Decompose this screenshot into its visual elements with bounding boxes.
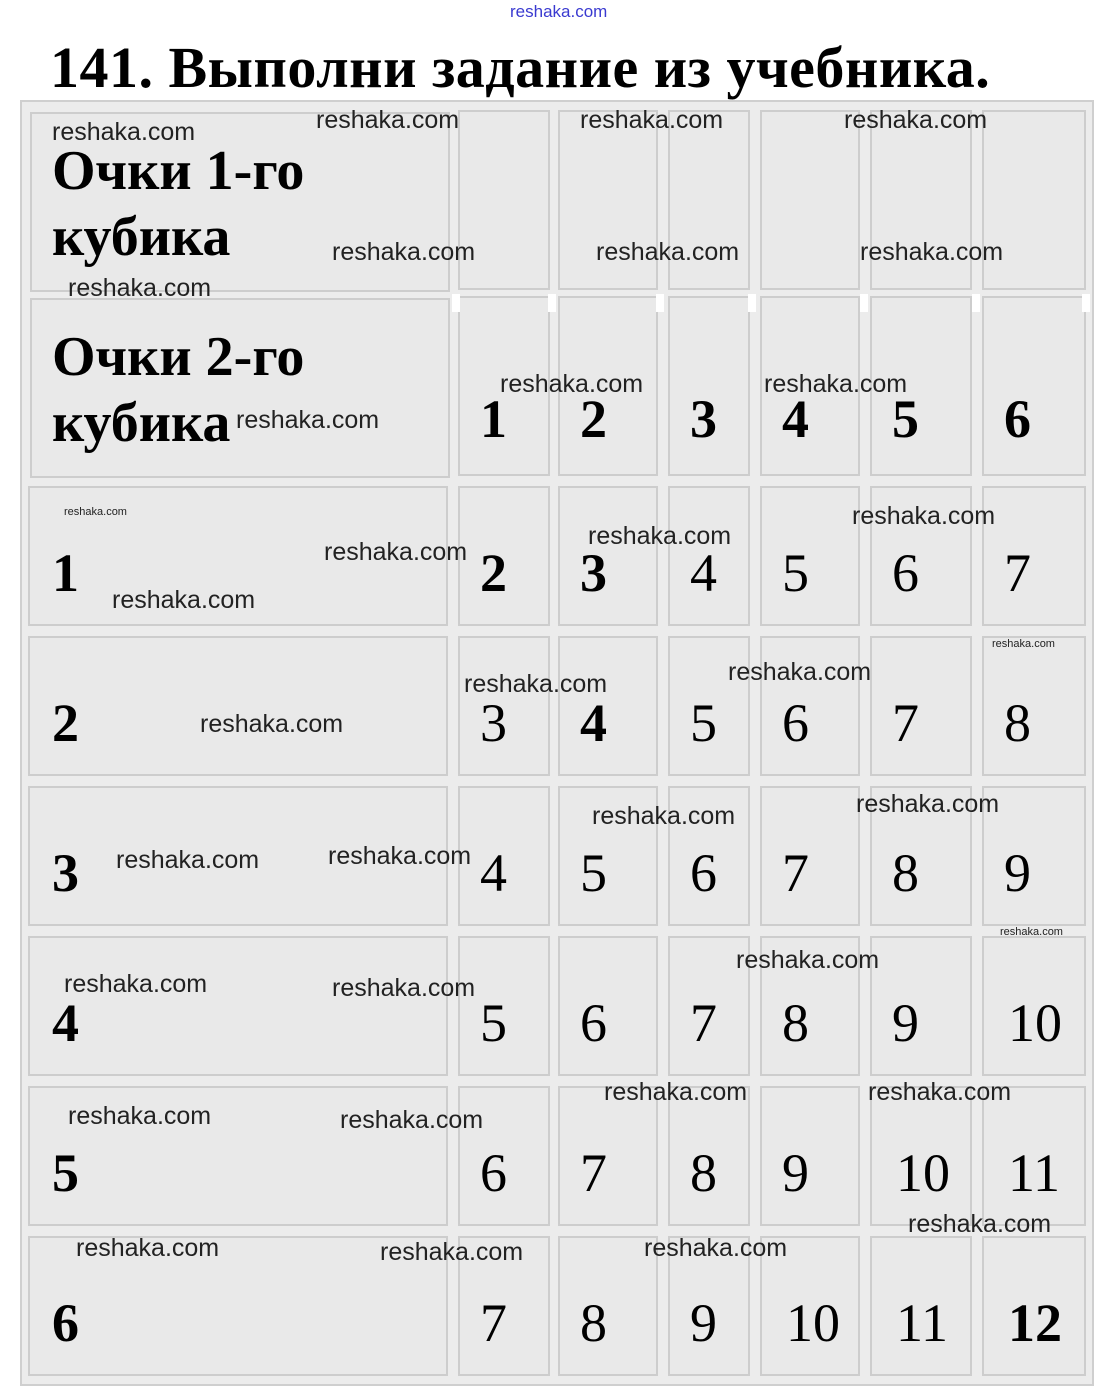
sum-value: 12: [1008, 1293, 1062, 1353]
sum-value: 11: [896, 1293, 948, 1353]
sum-value: 6: [892, 543, 919, 603]
sum-cell: [870, 636, 972, 776]
sum-value: 7: [580, 1143, 607, 1203]
reshaka-watermark: reshaka.com: [604, 1078, 748, 1106]
column-label-die2: 3: [690, 389, 717, 449]
sum-value: 7: [782, 843, 809, 903]
sum-value: 5: [782, 543, 809, 603]
sum-cell: [558, 936, 658, 1076]
sum-value: 5: [690, 693, 717, 753]
reshaka-watermark: reshaka.com: [464, 670, 608, 698]
sum-value: 9: [782, 1143, 809, 1203]
reshaka-watermark: reshaka.com: [116, 846, 260, 874]
second-die-label-line2: кубика: [52, 392, 231, 454]
reshaka-watermark: reshaka.com: [64, 506, 127, 518]
site-watermark-top: reshaka.com: [510, 2, 608, 21]
sum-value: 10: [786, 1293, 840, 1353]
reshaka-watermark: reshaka.com: [908, 1210, 1052, 1238]
reshaka-watermark: reshaka.com: [324, 538, 468, 566]
sum-value: 7: [892, 693, 919, 753]
reshaka-watermark: reshaka.com: [332, 238, 476, 266]
sum-cell: [558, 1236, 658, 1376]
reshaka-watermark: reshaka.com: [844, 106, 988, 134]
column-label-die2: 4: [782, 389, 809, 449]
reshaka-watermark: reshaka.com: [592, 802, 736, 830]
reshaka-watermark: reshaka.com: [588, 522, 732, 550]
row-label-die1: 4: [52, 993, 79, 1053]
column-header-cell: [668, 296, 750, 476]
header-divider-gap: [748, 294, 756, 312]
sum-value: 4: [480, 843, 507, 903]
sum-cell: [558, 486, 658, 626]
first-die-label-line1: Очки 1-го: [52, 140, 305, 202]
sum-cell: [760, 786, 860, 926]
column-label-die2: 6: [1004, 389, 1031, 449]
sum-cell: [760, 636, 860, 776]
reshaka-watermark: reshaka.com: [340, 1106, 484, 1134]
row-label-die1: 2: [52, 693, 79, 753]
header-divider-gap: [548, 294, 556, 312]
reshaka-watermark: reshaka.com: [64, 970, 208, 998]
sum-value: 5: [580, 843, 607, 903]
header-divider-gap: [1082, 294, 1090, 312]
reshaka-watermark: reshaka.com: [52, 118, 196, 146]
sum-value: 2: [480, 543, 507, 603]
reshaka-watermark: reshaka.com: [868, 1078, 1012, 1106]
reshaka-watermark: reshaka.com: [236, 406, 380, 434]
reshaka-watermark: reshaka.com: [328, 842, 472, 870]
sum-cell: [558, 1086, 658, 1226]
sum-value: 6: [580, 993, 607, 1053]
sum-value: 8: [690, 1143, 717, 1203]
reshaka-watermark: reshaka.com: [112, 586, 256, 614]
reshaka-watermark: reshaka.com: [68, 274, 212, 302]
reshaka-watermark: reshaka.com: [736, 946, 880, 974]
reshaka-watermark: reshaka.com: [860, 238, 1004, 266]
reshaka-watermark: reshaka.com: [200, 710, 344, 738]
reshaka-watermark: reshaka.com: [580, 106, 724, 134]
row-label-cell: [28, 636, 448, 776]
sum-value: 10: [896, 1143, 950, 1203]
sum-value: 8: [892, 843, 919, 903]
reshaka-watermark: reshaka.com: [380, 1238, 524, 1266]
sum-value: 8: [1004, 693, 1031, 753]
reshaka-watermark: reshaka.com: [332, 974, 476, 1002]
sum-cell: [760, 486, 860, 626]
column-label-die2: 5: [892, 389, 919, 449]
reshaka-watermark: reshaka.com: [596, 238, 740, 266]
sum-cell: [982, 486, 1086, 626]
reshaka-watermark: reshaka.com: [644, 1234, 788, 1262]
sum-value: 3: [480, 693, 507, 753]
reshaka-watermark: reshaka.com: [992, 638, 1055, 650]
header-divider-gap: [860, 294, 868, 312]
sum-value: 5: [480, 993, 507, 1053]
reshaka-watermark: reshaka.com: [856, 790, 1000, 818]
header-divider-gap: [656, 294, 664, 312]
page-title: 141. Выполни задание из учебника.: [50, 35, 991, 100]
sum-value: 3: [580, 543, 607, 603]
sum-cell: [760, 1086, 860, 1226]
sum-cell: [982, 636, 1086, 776]
reshaka-watermark: reshaka.com: [1000, 926, 1063, 938]
row-label-die1: 6: [52, 1293, 79, 1353]
sum-value: 7: [1004, 543, 1031, 603]
column-label-die2: 1: [480, 389, 507, 449]
sum-cell: [558, 636, 658, 776]
reshaka-watermark: reshaka.com: [728, 658, 872, 686]
sum-value: 7: [690, 993, 717, 1053]
header-empty-cell: [760, 110, 860, 290]
reshaka-watermark: reshaka.com: [68, 1102, 212, 1130]
row-label-die1: 3: [52, 843, 79, 903]
column-label-die2: 2: [580, 389, 607, 449]
sum-value: 6: [480, 1143, 507, 1203]
header-divider-gap: [972, 294, 980, 312]
sum-value: 8: [580, 1293, 607, 1353]
header-divider-gap: [452, 294, 460, 312]
reshaka-watermark: reshaka.com: [500, 370, 644, 398]
sum-value: 9: [1004, 843, 1031, 903]
sum-value: 10: [1008, 993, 1062, 1053]
sum-value: 6: [782, 693, 809, 753]
sum-value: 4: [580, 693, 607, 753]
sum-value: 6: [690, 843, 717, 903]
reshaka-watermark: reshaka.com: [852, 502, 996, 530]
first-die-label-line2: кубика: [52, 206, 231, 268]
row-label-die1: 5: [52, 1143, 79, 1203]
sum-value: 9: [892, 993, 919, 1053]
sum-cell: [870, 936, 972, 1076]
reshaka-watermark: reshaka.com: [76, 1234, 220, 1262]
reshaka-watermark: reshaka.com: [764, 370, 908, 398]
row-label-cell: [28, 936, 448, 1076]
sum-value: 9: [690, 1293, 717, 1353]
sum-value: 11: [1008, 1143, 1060, 1203]
sum-value: 8: [782, 993, 809, 1053]
row-label-die1: 1: [52, 543, 79, 603]
sum-value: 4: [690, 543, 717, 603]
reshaka-watermark: reshaka.com: [316, 106, 460, 134]
column-header-cell: [982, 296, 1086, 476]
second-die-label-line1: Очки 2-го: [52, 326, 305, 388]
sum-value: 7: [480, 1293, 507, 1353]
